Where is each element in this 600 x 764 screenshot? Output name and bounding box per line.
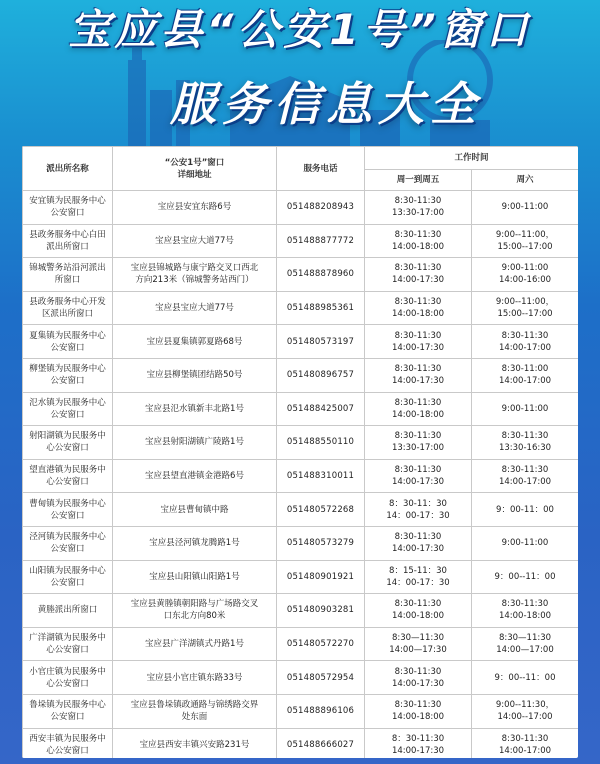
table-row bbox=[23, 325, 579, 359]
address-cell: 宝应县氾水镇新丰北路1号 bbox=[113, 392, 277, 426]
saturday-hours-cell: 8:30-11:30 14:00-18:00 bbox=[472, 594, 579, 628]
address-cell: 宝应县锦城路与康宁路交叉口西北 方向213米（锦城警务站西门） bbox=[113, 258, 277, 292]
saturday-hours-cell: 9:00-11:00 bbox=[472, 526, 579, 560]
info-table-card bbox=[22, 146, 578, 758]
table-row bbox=[23, 526, 579, 560]
station-cell: 西安丰镇为民服务中 心公安窗口 bbox=[23, 728, 113, 758]
header-weekday: 周一到周五 bbox=[365, 170, 472, 191]
weekday-hours-cell: 8:30-11:30 14:00-17:30 bbox=[365, 459, 472, 493]
table-row bbox=[23, 426, 579, 460]
phone-cell: 051480572954 bbox=[277, 661, 365, 695]
weekday-hours-cell: 8:30-11:30 14:00-17:30 bbox=[365, 325, 472, 359]
table-row bbox=[23, 191, 579, 225]
weekday-hours-cell: 8:30-11:30 14:00-17:30 bbox=[365, 258, 472, 292]
phone-cell: 051480901921 bbox=[277, 560, 365, 594]
phone-cell: 051488896106 bbox=[277, 694, 365, 728]
station-cell: 望直港镇为民服务中 心公安窗口 bbox=[23, 459, 113, 493]
weekday-hours-cell: 8:30-11:30 14:00-18:00 bbox=[365, 392, 472, 426]
address-cell: 宝应县小官庄镇东路33号 bbox=[113, 661, 277, 695]
station-cell: 小官庄镇为民服务中 心公安窗口 bbox=[23, 661, 113, 695]
table-row bbox=[23, 560, 579, 594]
address-cell: 宝应县望直港镇金港路6号 bbox=[113, 459, 277, 493]
table-row bbox=[23, 291, 579, 325]
page-subtitle: 服务信息大全 bbox=[170, 77, 482, 131]
weekday-hours-cell: 8:30-11:30 14:00-17:30 bbox=[365, 526, 472, 560]
station-cell: 山阳镇为民服务中心 公安窗口 bbox=[23, 560, 113, 594]
weekday-hours-cell: 8:30—11:30 14:00—17:30 bbox=[365, 627, 472, 661]
phone-cell: 051488550110 bbox=[277, 426, 365, 460]
table-row bbox=[23, 358, 579, 392]
weekday-hours-cell: 8：30-11:30 14:00-17:30 bbox=[365, 728, 472, 758]
address-cell: 宝应县西安丰镇兴安路231号 bbox=[113, 728, 277, 758]
address-cell: 宝应县黄塍镇朝阳路与广场路交叉 口东北方向80米 bbox=[113, 594, 277, 628]
saturday-hours-cell: 8:30—11:30 14:00—17:00 bbox=[472, 627, 579, 661]
address-cell: 宝应县宝应大道77号 bbox=[113, 291, 277, 325]
saturday-hours-cell: 9：00--11：00 bbox=[472, 560, 579, 594]
saturday-hours-cell: 8:30-11:30 14:00-17:00 bbox=[472, 325, 579, 359]
table-row bbox=[23, 694, 579, 728]
phone-cell: 051488425007 bbox=[277, 392, 365, 426]
station-cell: 锦城警务站沿河派出 所窗口 bbox=[23, 258, 113, 292]
address-cell: 宝应县安宜东路6号 bbox=[113, 191, 277, 225]
station-cell: 鲁垛镇为民服务中心 公安窗口 bbox=[23, 694, 113, 728]
phone-cell: 051480903281 bbox=[277, 594, 365, 628]
weekday-hours-cell: 8：15-11：30 14：00-17：30 bbox=[365, 560, 472, 594]
header-phone: 服务电话 bbox=[277, 147, 365, 191]
address-cell: 宝应县山阳镇山阳路1号 bbox=[113, 560, 277, 594]
phone-cell: 051488666027 bbox=[277, 728, 365, 758]
address-cell: 宝应县射阳湖镇广陵路1号 bbox=[113, 426, 277, 460]
phone-cell: 051480572268 bbox=[277, 493, 365, 527]
phone-cell: 051488208943 bbox=[277, 191, 365, 225]
saturday-hours-cell: 9:00--11:30， 14:00--17:00 bbox=[472, 694, 579, 728]
station-cell: 泾河镇为民服务中心 公安窗口 bbox=[23, 526, 113, 560]
station-cell: 县政务服务中心开发 区派出所窗口 bbox=[23, 291, 113, 325]
table-row bbox=[23, 258, 579, 292]
address-cell: 宝应县柳堡镇团结路50号 bbox=[113, 358, 277, 392]
table-row bbox=[23, 594, 579, 628]
saturday-hours-cell: 9：00-11：00 bbox=[472, 493, 579, 527]
address-cell: 宝应县宝应大道77号 bbox=[113, 224, 277, 258]
page-title: 宝应县“公安1号”窗口 bbox=[68, 5, 532, 54]
weekday-hours-cell: 8:30-11:30 13:30-17:00 bbox=[365, 426, 472, 460]
weekday-hours-cell: 8:30-11:30 14:00-18:00 bbox=[365, 594, 472, 628]
weekday-hours-cell: 8:30-11:30 14:00-18:00 bbox=[365, 291, 472, 325]
table-row bbox=[23, 224, 579, 258]
saturday-hours-cell: 8:30-11:30 14:00-17:00 bbox=[472, 728, 579, 758]
phone-cell: 051480572270 bbox=[277, 627, 365, 661]
address-cell: 宝应县曹甸镇中路 bbox=[113, 493, 277, 527]
header-hours: 工作时间 bbox=[365, 147, 579, 170]
station-cell: 夏集镇为民服务中心 公安窗口 bbox=[23, 325, 113, 359]
address-cell: 宝应县夏集镇郭夏路68号 bbox=[113, 325, 277, 359]
weekday-hours-cell: 8:30-11:30 13:30-17:00 bbox=[365, 191, 472, 225]
address-cell: 宝应县广洋湖镇式丹路1号 bbox=[113, 627, 277, 661]
header-station: 派出所名称 bbox=[23, 147, 113, 191]
phone-cell: 051488985361 bbox=[277, 291, 365, 325]
station-cell: 广洋湖镇为民服务中 心公安窗口 bbox=[23, 627, 113, 661]
service-info-table bbox=[22, 146, 578, 758]
saturday-hours-cell: 9:00-11:00 14:00-16:00 bbox=[472, 258, 579, 292]
address-cell: 宝应县鲁垛镇政通路与锦绣路交界 处东面 bbox=[113, 694, 277, 728]
phone-cell: 051488310011 bbox=[277, 459, 365, 493]
phone-cell: 051480896757 bbox=[277, 358, 365, 392]
phone-cell: 051480573279 bbox=[277, 526, 365, 560]
table-row bbox=[23, 459, 579, 493]
table-row bbox=[23, 627, 579, 661]
weekday-hours-cell: 8：30-11：30 14：00-17：30 bbox=[365, 493, 472, 527]
saturday-hours-cell: 9:00-11:00 bbox=[472, 392, 579, 426]
station-cell: 柳堡镇为民服务中心 公安窗口 bbox=[23, 358, 113, 392]
weekday-hours-cell: 8:30-11:30 14:00-17:30 bbox=[365, 661, 472, 695]
station-cell: 射阳湖镇为民服务中 心公安窗口 bbox=[23, 426, 113, 460]
saturday-hours-cell: 8:30-11:30 14:00-17:00 bbox=[472, 459, 579, 493]
table-row bbox=[23, 661, 579, 695]
table-row bbox=[23, 392, 579, 426]
header-address: “公安1号”窗口 详细地址 bbox=[113, 147, 277, 191]
table-row bbox=[23, 493, 579, 527]
saturday-hours-cell: 8:30-11:00 14:00-17:00 bbox=[472, 358, 579, 392]
station-cell: 安宜镇为民服务中心 公安窗口 bbox=[23, 191, 113, 225]
table-row bbox=[23, 728, 579, 758]
phone-cell: 051488878960 bbox=[277, 258, 365, 292]
weekday-hours-cell: 8:30-11:30 14:00-17:30 bbox=[365, 358, 472, 392]
saturday-hours-cell: 9:00--11:00， 15:00--17:00 bbox=[472, 291, 579, 325]
station-cell: 曹甸镇为民服务中心 公安窗口 bbox=[23, 493, 113, 527]
saturday-hours-cell: 9:00-11:00 bbox=[472, 191, 579, 225]
weekday-hours-cell: 8:30-11:30 14:00-18:00 bbox=[365, 694, 472, 728]
saturday-hours-cell: 9：00--11：00 bbox=[472, 661, 579, 695]
address-cell: 宝应县泾河镇龙腾路1号 bbox=[113, 526, 277, 560]
station-cell: 氾水镇为民服务中心 公安窗口 bbox=[23, 392, 113, 426]
phone-cell: 051480573197 bbox=[277, 325, 365, 359]
weekday-hours-cell: 8:30-11:30 14:00-18:00 bbox=[365, 224, 472, 258]
saturday-hours-cell: 9:00--11:00， 15:00--17:00 bbox=[472, 224, 579, 258]
header-saturday: 周六 bbox=[472, 170, 579, 191]
station-cell: 黄塍派出所窗口 bbox=[23, 594, 113, 628]
station-cell: 县政务服务中心白田 派出所窗口 bbox=[23, 224, 113, 258]
phone-cell: 051488877772 bbox=[277, 224, 365, 258]
saturday-hours-cell: 8:30-11:30 13:30-16:30 bbox=[472, 426, 579, 460]
